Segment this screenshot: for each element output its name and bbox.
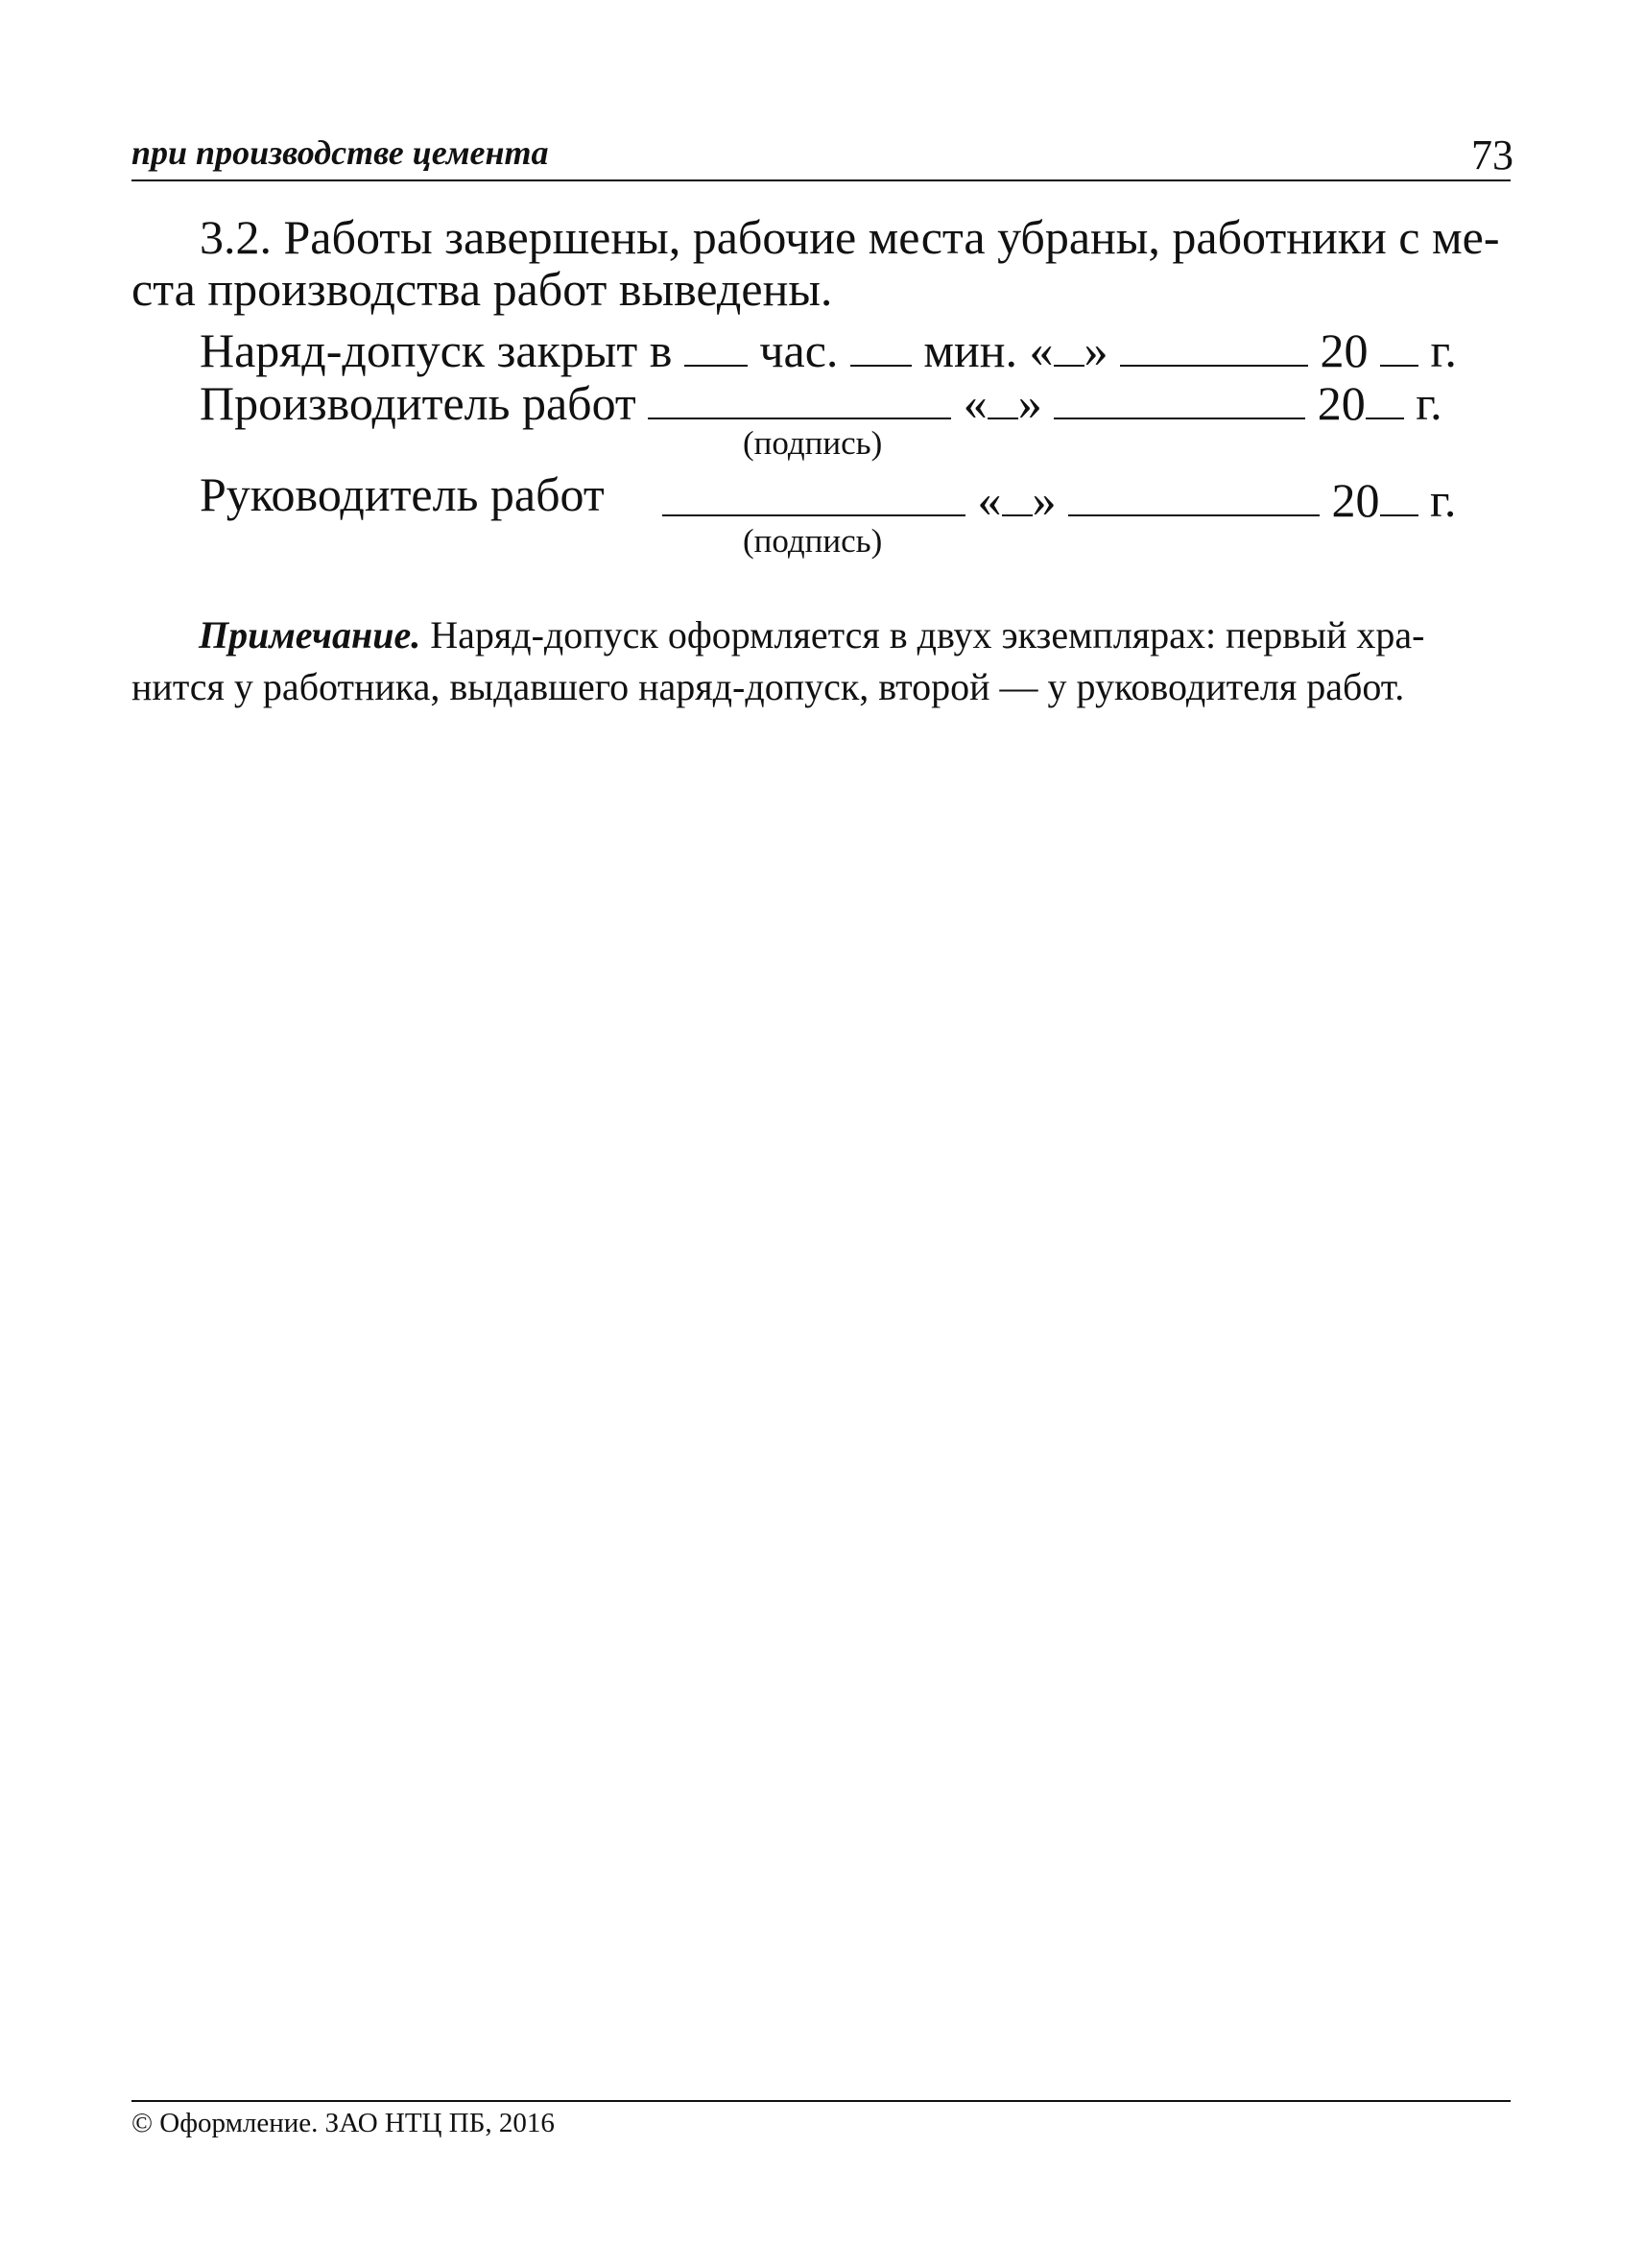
hours-blank[interactable]	[684, 317, 748, 367]
manager-line	[200, 466, 605, 522]
quote-close: »	[1084, 323, 1108, 377]
day-blank[interactable]	[1002, 466, 1033, 516]
performer-line	[200, 370, 1442, 431]
footer-rule	[131, 2100, 1511, 2102]
year-prefix: 20	[1331, 473, 1380, 527]
manager-fields	[662, 466, 1456, 528]
performer-label: Производитель работ	[200, 376, 636, 430]
manager-label: Руководитель работ	[200, 467, 605, 521]
quote-close: »	[1032, 473, 1057, 527]
year-blank[interactable]	[1366, 370, 1404, 419]
manager-signature-blank[interactable]	[662, 466, 965, 516]
year-blank[interactable]	[1380, 317, 1418, 367]
month-blank[interactable]	[1120, 317, 1308, 367]
year-prefix: 20	[1317, 376, 1366, 430]
quote-open: «	[977, 473, 1002, 527]
note-text-1: Наряд-допуск оформляется в двух экземплярах: первый хра-	[430, 613, 1425, 657]
quote-open: «	[963, 376, 988, 430]
year-blank[interactable]	[1380, 466, 1418, 516]
section-line-1: 3.2. Работы завершены, рабочие места убраны, работники с ме-	[200, 210, 1500, 264]
month-blank[interactable]	[1054, 370, 1305, 419]
manager-signature-caption: (подпись)	[743, 522, 883, 560]
note-line-1	[199, 612, 1424, 657]
page-number: 73	[1471, 131, 1513, 179]
performer-signature-caption: (подпись)	[743, 424, 883, 462]
note-label: Примечание.	[199, 613, 421, 657]
month-blank[interactable]	[1068, 466, 1320, 516]
day-blank[interactable]	[1054, 317, 1084, 367]
year-prefix: 20	[1320, 323, 1369, 377]
quote-open: «	[1029, 323, 1054, 377]
performer-signature-blank[interactable]	[648, 370, 951, 419]
year-suffix: г.	[1430, 323, 1457, 377]
running-header: при производстве цемента	[131, 133, 549, 172]
section-line-2: ста производства работ выведены.	[131, 262, 833, 316]
closed-label: Наряд-допуск закрыт в	[200, 323, 673, 377]
year-suffix: г.	[1416, 376, 1442, 430]
quote-close: »	[1017, 376, 1042, 430]
note-line-2: нится у работника, выдавшего наряд-допуск, второй — у руководителя работ.	[131, 665, 1405, 708]
footer-copyright: © Оформление. ЗАО НТЦ ПБ, 2016	[131, 2108, 555, 2138]
minutes-blank[interactable]	[850, 317, 912, 367]
hours-label: час.	[759, 323, 839, 377]
year-suffix: г.	[1430, 473, 1457, 527]
day-blank[interactable]	[988, 370, 1018, 419]
minutes-label: мин.	[923, 323, 1018, 377]
header-rule	[131, 179, 1511, 181]
